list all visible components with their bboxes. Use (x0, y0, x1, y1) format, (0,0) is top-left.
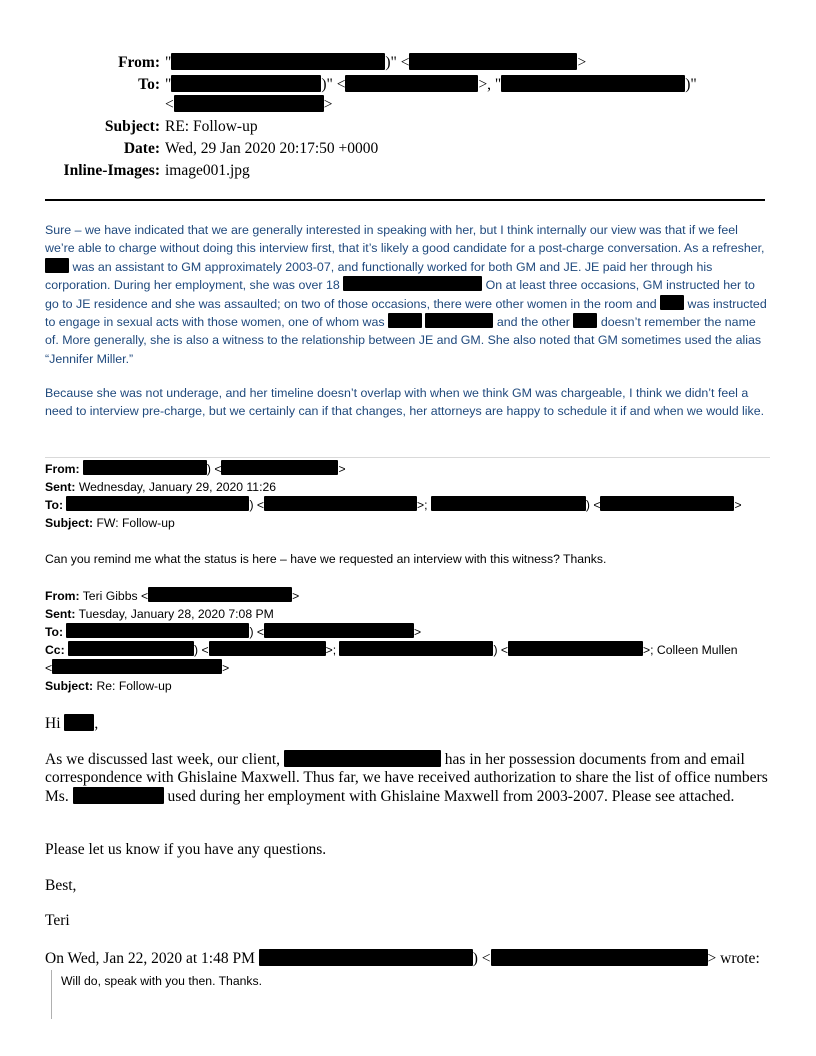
redacted-name (45, 258, 69, 273)
letter-paragraph-1: As we discussed last week, our client, has in her possession documents from and email correspondence with Ghislaine Maxwell. Thus far, we have received authorization to share the list of office numbers Ms. used during her employment with Ghislaine Maxwell from 2003-2007. Please see attached. (45, 751, 768, 805)
redacted-sender-name (171, 53, 385, 70)
redacted-cc-name-2 (339, 641, 493, 656)
fwd2-to-row: To: ) < > (45, 625, 422, 639)
fwd1-body: Can you remind me what the status is here – have we requested an interview with this witness? Thanks. (45, 552, 607, 566)
reply-paragraph-2: Because she was not underage, and her timeline doesn’t overlap with when we think GM was chargeable, I think we didn’t feel a need to interview pre-charge, but we certainly can if that changes, her attorneys are happy to schedule it if and when we would like. (45, 386, 765, 419)
redacted-sender-name (83, 460, 207, 475)
reply-paragraph-1: Sure – we have indicated that we are generally interested in speaking with her, but I think internally our view was that if we feel we’re able to charge without doing this interview first, that it’s likely a good candidate for a post-charge conversation. As a refresher, was an assistant to GM approximately 2003-07, and functionally worked for both GM and JE. JE paid her through his corporation. During her employment, she was over 18 On at least three occasions, GM instructed her to go to JE residence and she was assaulted; on two of those occasions, there were other women in the room and was instructed to engage in sexual acts with those women, one of whom was and the other doesn’t remember the name of. More generally, she is also a witness to the relationship between JE and GM. She also noted that GM sometimes used the alias “Jennifer Miller.” (45, 223, 767, 366)
fwd2-cc-row-cont: < > (45, 661, 230, 675)
letter-greeting: Hi , (45, 715, 99, 732)
redacted-name (573, 313, 597, 328)
fwd1-from-row: From: ) < > (45, 462, 346, 476)
redacted-recipient-email-2 (174, 95, 324, 112)
fwd2-from-row: From: Teri Gibbs < > (45, 589, 300, 603)
header-divider (45, 199, 765, 201)
redacted-cc-name (68, 641, 194, 656)
redacted-cc-email-3 (52, 659, 222, 674)
quoted-reply: Will do, speak with you then. Thanks. (61, 974, 262, 988)
quote-bar (51, 970, 52, 1019)
redacted-recipient-name (66, 623, 249, 638)
redacted-sender-email (409, 53, 577, 70)
fwd1-subject-row: Subject: FW: Follow-up (45, 516, 175, 530)
redacted-quoted-sender (259, 949, 473, 966)
redacted-cc-email (209, 641, 326, 656)
redacted-name (388, 313, 422, 328)
redacted-recipient-email (264, 623, 414, 638)
redacted-recipient-name (171, 75, 321, 92)
redacted-recipient-name-2 (501, 75, 685, 92)
header-subject-row (0, 116, 816, 137)
header-to-row-cont: < > (165, 96, 333, 113)
fwd2-subject-row: Subject: Re: Follow-up (45, 679, 172, 693)
redacted-name (73, 787, 164, 804)
redacted-cc-email-2 (508, 641, 643, 656)
redacted-recipient-email (345, 75, 478, 92)
redacted-text (343, 276, 482, 291)
date-label: Date: (123, 140, 160, 157)
forward-divider (45, 457, 770, 458)
fwd1-to-row: To: ) < >; ) < > (45, 498, 742, 512)
subject-label: Subject: (104, 118, 160, 135)
fwd1-sent-row: Sent: Wednesday, January 29, 2020 11:26 (45, 480, 277, 494)
from-label: From: (118, 54, 160, 71)
header-to-row: To: " )" < >, " )" (138, 76, 697, 93)
redacted-sender-email (221, 460, 338, 475)
date-value: Wed, 29 Jan 2020 20:17:50 +0000 (165, 140, 379, 157)
redacted-recipient-email (264, 496, 417, 511)
to-label: To: (138, 76, 160, 93)
quote-intro: On Wed, Jan 22, 2020 at 1:48 PM ) < > wrote: (45, 950, 760, 967)
fwd2-cc-row: Cc: ) < >; ) < >; Colleen Mullen (45, 643, 738, 657)
fwd2-sent-row: Sent: Tuesday, January 28, 2020 7:08 PM (45, 607, 274, 621)
letter-signature: Teri (45, 912, 70, 929)
redacted-quoted-email (491, 949, 708, 966)
redacted-name (425, 313, 493, 328)
header-from-row: From: " )" < > (118, 54, 587, 71)
redacted-name (64, 714, 94, 731)
redacted-name (660, 295, 684, 310)
header-inline-images-row (0, 160, 816, 181)
inline-images-value[interactable]: image001.jpg (165, 162, 250, 179)
redacted-recipient-email-2 (600, 496, 734, 511)
redacted-recipient-name (66, 496, 249, 511)
letter-paragraph-2: Please let us know if you have any questions. (45, 841, 327, 858)
header-date-row (0, 138, 816, 159)
redacted-sender-email (148, 587, 292, 602)
letter-closing: Best, (45, 877, 77, 894)
redacted-client-name (284, 750, 441, 767)
redacted-recipient-name-2 (431, 496, 586, 511)
subject-value: RE: Follow-up (165, 118, 258, 135)
inline-images-label: Inline-Images: (63, 162, 160, 179)
